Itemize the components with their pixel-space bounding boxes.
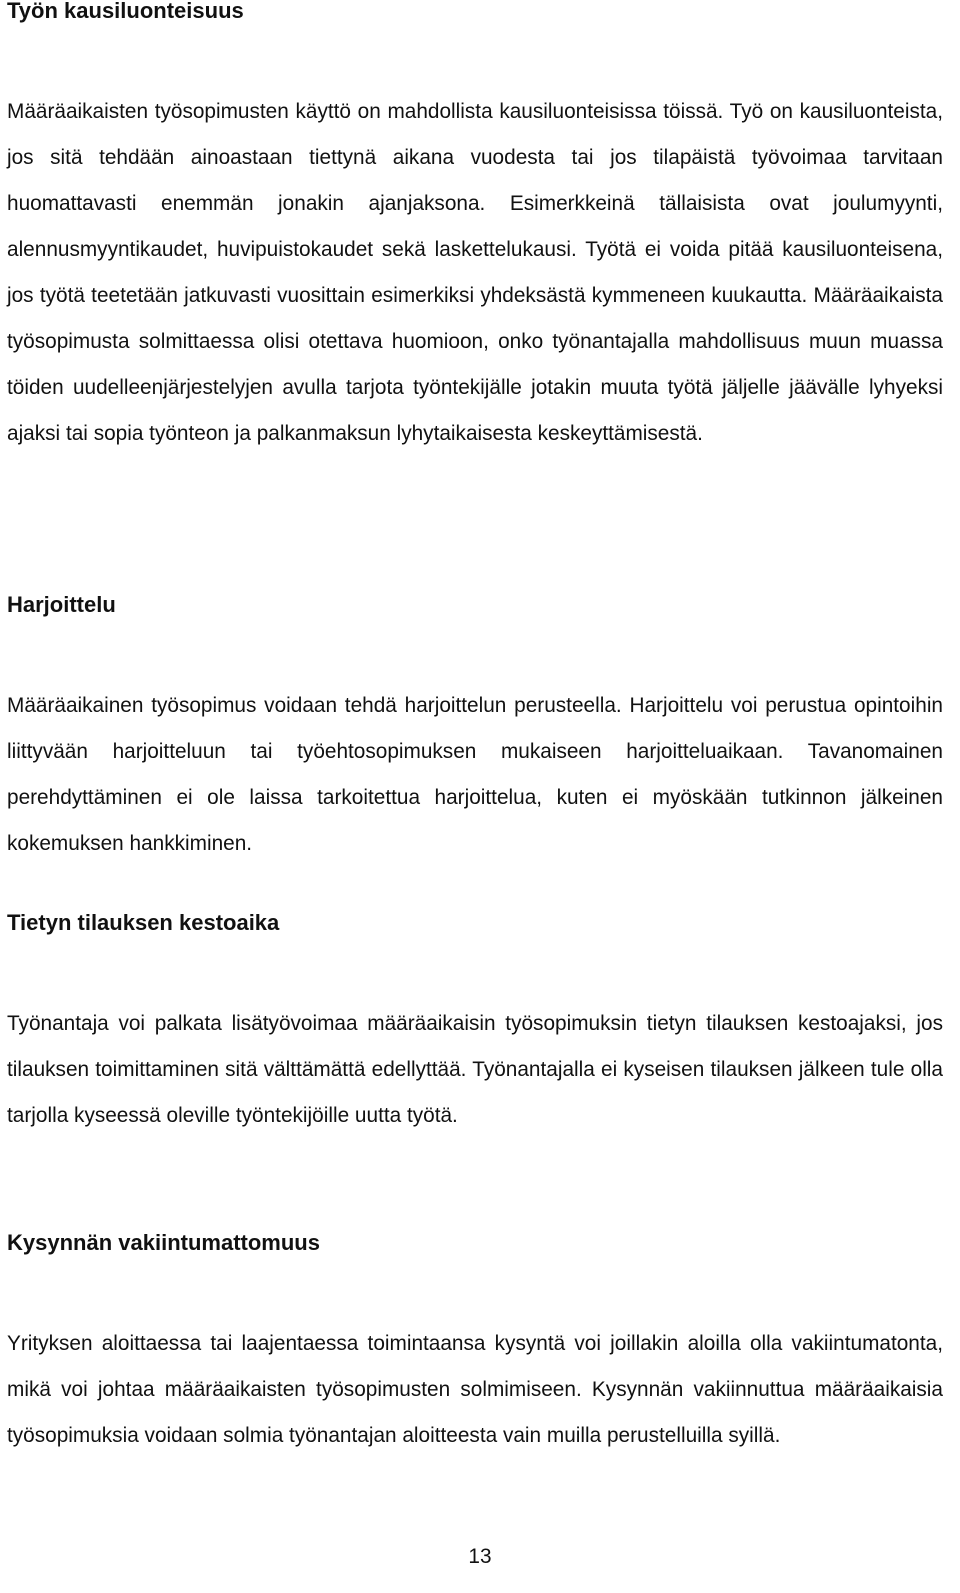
section-kausiluonteisuus [7,0,943,457]
section-paragraph: Työnantaja voi palkata lisätyövoimaa määräaikaisin työsopimuksin tietyn tilauksen kestoajaksi, jos tilauksen toimittaminen sitä välttämättä edellyttää. Työnantajalla ei kyseisen tilauksen jälkeen tule olla tarjolla kyseessä oleville työntekijöille uutta työtä. [7,1012,943,1127]
section-heading: Kysynnän vakiintumattomuus [7,1230,320,1255]
page-number: 13 [468,1545,492,1568]
section-heading: Harjoittelu [7,592,116,617]
section-harjoittelu [7,594,943,867]
section-kysynnan-vakiintumattomuus [7,1232,943,1459]
section-paragraph: Määräaikaisten työsopimusten käyttö on mahdollista kausiluonteisissa töissä. Työ on kausiluonteista, jos sitä tehdään ainoastaan tiettynä aikana vuodesta tai jos tilapäistä työvoimaa tarvitaan huomattavasti enemmän jonakin ajanjaksona. Esimerkkeinä tällaisista ovat joulumyynti, alennusmyyntikaudet, huvipuistokaudet sekä laskettelukausi. Työtä ei voida pitää kausiluonteisena, jos työtä teetetään jatkuvasti vuosittain esimerkiksi yhdeksästä kymmeneen kuukautta. Määräaikaista työsopimusta solmittaessa olisi otettava huomioon, onko työnantajalla mahdollisuus muun muassa töiden uudelleenjärjestelyjen avulla tarjota työntekijälle jotakin muuta työtä jäljelle jäävälle lyhyeksi ajaksi tai sopia työnteon ja palkanmaksun lyhytaikaisesta keskeyttämisestä. [7,100,943,445]
section-paragraph: Määräaikainen työsopimus voidaan tehdä harjoittelun perusteella. Harjoittelu voi perustua opintoihin liittyvään harjoitteluun tai työehtosopimuksen mukaiseen harjoitteluaikaan. Tavanomainen perehdyttäminen ei ole laissa tarkoitettua harjoittelua, kuten ei myöskään tutkinnon jälkeinen kokemuksen hankkiminen. [7,694,943,855]
section-paragraph: Yrityksen aloittaessa tai laajentaessa toimintaansa kysyntä voi joillakin aloilla olla vakiintumatonta, mikä voi johtaa määräaikaisten työsopimusten solmimiseen. Kysynnän vakiinnuttua määräaikaisia työsopimuksia voidaan solmia työnantajan aloitteesta vain muilla perustelluilla syillä. [7,1332,943,1447]
section-heading: Työn kausiluonteisuus [7,0,244,23]
section-heading: Tietyn tilauksen kestoaika [7,910,280,935]
section-tilauksen-kestoaika [7,912,943,1139]
